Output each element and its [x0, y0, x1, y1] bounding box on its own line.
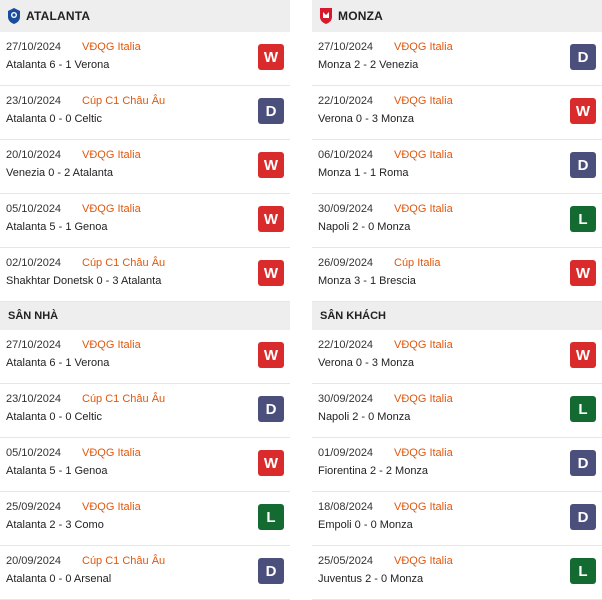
section-title: SÂN NHÀ	[8, 310, 59, 322]
result-badge: W	[258, 152, 284, 178]
match-date: 06/10/2024	[318, 149, 374, 161]
match-date: 25/05/2024	[318, 555, 374, 567]
result-badge: L	[258, 504, 284, 530]
match-score: Empoli 0 - 0 Monza	[318, 519, 413, 531]
match-score: Atalanta 0 - 0 Celtic	[6, 411, 102, 423]
competition-link[interactable]: Cúp C1 Châu Âu	[82, 257, 166, 269]
match-date: 27/10/2024	[6, 339, 62, 351]
competition-link[interactable]: Cúp C1 Châu Âu	[82, 95, 166, 107]
result-badge: W	[258, 450, 284, 476]
match-date: 05/10/2024	[6, 447, 62, 459]
match-row[interactable]	[312, 248, 602, 302]
match-score: Atalanta 5 - 1 Genoa	[6, 221, 108, 233]
match-score: Verona 0 - 3 Monza	[318, 357, 415, 369]
team-header	[0, 0, 290, 32]
match-score: Venezia 0 - 2 Atalanta	[6, 167, 114, 179]
match-row[interactable]	[0, 194, 290, 248]
match-row[interactable]	[312, 492, 602, 546]
match-score: Atalanta 6 - 1 Verona	[6, 357, 110, 369]
result-badge: D	[258, 396, 284, 422]
recent-matches-list	[312, 32, 602, 302]
competition-link[interactable]: VĐQG Italia	[82, 501, 141, 513]
match-row[interactable]	[0, 330, 290, 384]
monza-column	[312, 0, 602, 600]
recent-matches-list	[0, 32, 290, 302]
match-score: Monza 1 - 1 Roma	[318, 167, 409, 179]
match-row[interactable]	[0, 86, 290, 140]
result-badge: D	[570, 152, 596, 178]
result-badge: L	[570, 396, 596, 422]
match-date: 30/09/2024	[318, 393, 374, 405]
match-row[interactable]	[312, 384, 602, 438]
match-score: Atalanta 0 - 0 Celtic	[6, 113, 102, 125]
match-score: Atalanta 5 - 1 Genoa	[6, 465, 108, 477]
match-score: Monza 3 - 1 Brescia	[318, 275, 416, 287]
competition-link[interactable]: VĐQG Italia	[394, 149, 453, 161]
result-badge: L	[570, 206, 596, 232]
competition-link[interactable]: VĐQG Italia	[394, 555, 453, 567]
match-date: 22/10/2024	[318, 95, 374, 107]
team-name: MONZA	[338, 9, 383, 23]
match-row[interactable]	[0, 438, 290, 492]
match-row[interactable]	[312, 546, 602, 600]
match-row[interactable]	[312, 86, 602, 140]
result-badge: W	[258, 44, 284, 70]
match-row[interactable]	[0, 32, 290, 86]
result-badge: D	[258, 558, 284, 584]
home-matches-list	[0, 330, 290, 600]
result-badge: D	[570, 450, 596, 476]
match-score: Atalanta 0 - 0 Arsenal	[6, 573, 112, 585]
result-badge: D	[570, 504, 596, 530]
match-date: 27/10/2024	[318, 41, 374, 53]
competition-link[interactable]: VĐQG Italia	[394, 41, 453, 53]
match-score: Napoli 2 - 0 Monza	[318, 221, 411, 233]
result-badge: W	[258, 206, 284, 232]
match-row[interactable]	[312, 140, 602, 194]
competition-link[interactable]: VĐQG Italia	[82, 339, 141, 351]
result-badge: D	[570, 44, 596, 70]
match-date: 27/10/2024	[6, 41, 62, 53]
result-badge: W	[570, 342, 596, 368]
section-title: SÂN KHÁCH	[320, 310, 386, 322]
result-badge: D	[258, 98, 284, 124]
competition-link[interactable]: VĐQG Italia	[394, 501, 453, 513]
result-badge: W	[258, 342, 284, 368]
match-date: 05/10/2024	[6, 203, 62, 215]
result-badge: L	[570, 558, 596, 584]
competition-link[interactable]: VĐQG Italia	[82, 149, 141, 161]
monza-crest-icon	[320, 8, 332, 24]
competition-link[interactable]: VĐQG Italia	[394, 393, 453, 405]
match-row[interactable]	[0, 546, 290, 600]
match-date: 01/09/2024	[318, 447, 374, 459]
competition-link[interactable]: VĐQG Italia	[82, 447, 141, 459]
match-date: 20/10/2024	[6, 149, 62, 161]
match-date: 22/10/2024	[318, 339, 374, 351]
match-score: Juventus 2 - 0 Monza	[318, 573, 424, 585]
match-date: 02/10/2024	[6, 257, 62, 269]
match-date: 18/08/2024	[318, 501, 374, 513]
home-section-header	[0, 302, 290, 330]
match-score: Napoli 2 - 0 Monza	[318, 411, 411, 423]
competition-link[interactable]: Cúp Italia	[394, 257, 441, 269]
competition-link[interactable]: VĐQG Italia	[394, 339, 453, 351]
atalanta-column	[0, 0, 290, 600]
competition-link[interactable]: VĐQG Italia	[394, 447, 453, 459]
match-date: 23/10/2024	[6, 95, 62, 107]
result-badge: W	[570, 260, 596, 286]
competition-link[interactable]: Cúp C1 Châu Âu	[82, 393, 166, 405]
team-header	[312, 0, 602, 32]
match-score: Verona 0 - 3 Monza	[318, 113, 415, 125]
competition-link[interactable]: Cúp C1 Châu Âu	[82, 555, 166, 567]
match-row[interactable]	[312, 438, 602, 492]
match-row[interactable]	[312, 194, 602, 248]
match-date: 30/09/2024	[318, 203, 374, 215]
match-date: 25/09/2024	[6, 501, 62, 513]
team-name: ATALANTA	[26, 9, 91, 23]
match-row[interactable]	[0, 140, 290, 194]
match-row[interactable]	[312, 32, 602, 86]
result-badge: W	[570, 98, 596, 124]
match-score: Fiorentina 2 - 2 Monza	[318, 465, 429, 477]
competition-link[interactable]: VĐQG Italia	[82, 203, 141, 215]
match-date: 26/09/2024	[318, 257, 374, 269]
match-score: Monza 2 - 2 Venezia	[318, 59, 419, 71]
result-badge: W	[258, 260, 284, 286]
match-date: 23/10/2024	[6, 393, 62, 405]
competition-link[interactable]: VĐQG Italia	[394, 203, 453, 215]
away-matches-list	[312, 330, 602, 600]
competition-link[interactable]: VĐQG Italia	[82, 41, 141, 53]
competition-link[interactable]: VĐQG Italia	[394, 95, 453, 107]
match-date: 20/09/2024	[6, 555, 62, 567]
match-row[interactable]	[312, 330, 602, 384]
away-section-header	[312, 302, 602, 330]
match-row[interactable]	[0, 492, 290, 546]
atalanta-crest-icon	[8, 8, 20, 24]
match-score: Shakhtar Donetsk 0 - 3 Atalanta	[6, 275, 162, 287]
match-row[interactable]	[0, 248, 290, 302]
match-score: Atalanta 6 - 1 Verona	[6, 59, 110, 71]
match-row[interactable]	[0, 384, 290, 438]
match-score: Atalanta 2 - 3 Como	[6, 519, 104, 531]
